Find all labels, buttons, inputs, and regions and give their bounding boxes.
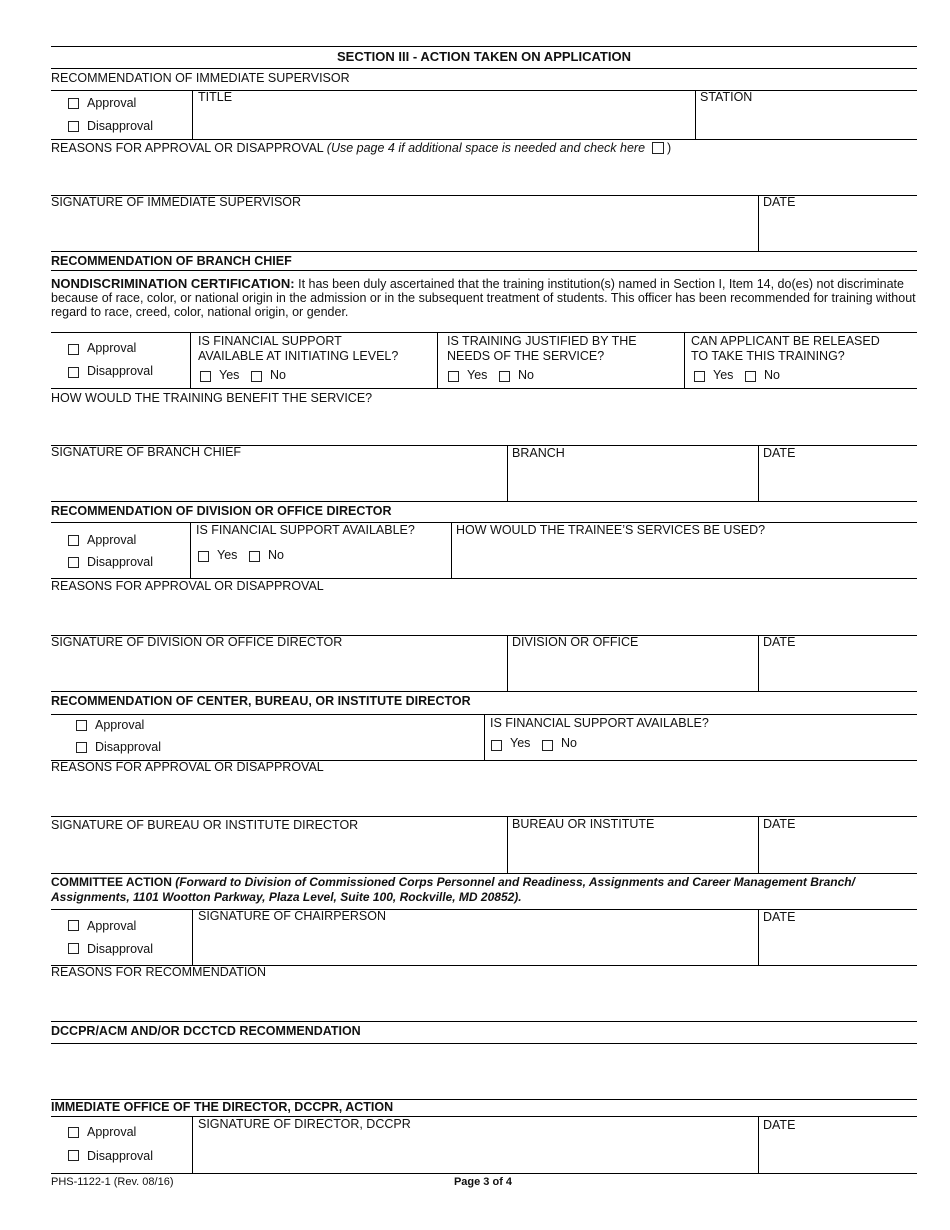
branch-q1-no-checkbox[interactable] — [251, 371, 262, 382]
branch-date-label: DATE — [763, 446, 796, 460]
supervisor-signature-label: SIGNATURE OF IMMEDIATE SUPERVISOR — [51, 195, 302, 209]
divider — [190, 332, 191, 388]
rule — [51, 332, 917, 333]
division-reasons-field[interactable] — [51, 596, 917, 634]
division-q1-yes-checkbox[interactable] — [198, 551, 209, 562]
branch-q3-no-label: No — [764, 368, 780, 382]
branch-q1-no-label: No — [270, 368, 286, 382]
supervisor-reasons-label: REASONS FOR APPROVAL OR DISAPPROVAL — [51, 141, 324, 155]
director-date-field[interactable] — [760, 1134, 915, 1172]
rule — [51, 1173, 917, 1174]
rule — [51, 139, 917, 140]
supervisor-approval-checkbox[interactable] — [68, 98, 79, 109]
branch-q1-line2: AVAILABLE AT INITIATING LEVEL? — [198, 349, 399, 363]
divider — [451, 522, 452, 578]
committee-disapproval-checkbox[interactable] — [68, 943, 79, 954]
branch-branch-field[interactable] — [509, 462, 756, 500]
center-q1-label: IS FINANCIAL SUPPORT AVAILABLE? — [490, 716, 709, 730]
supervisor-date-label: DATE — [763, 195, 796, 209]
division-q1-no-label: No — [268, 548, 284, 562]
branch-benefit-label: HOW WOULD THE TRAINING BENEFIT THE SERVICE? — [51, 391, 373, 405]
divider — [190, 522, 191, 578]
supervisor-disapproval-label: Disapproval — [87, 119, 154, 133]
divider — [758, 635, 759, 691]
branch-q3-line2: TO TAKE THIS TRAINING? — [691, 349, 845, 363]
center-bureau-label: BUREAU OR INSTITUTE — [512, 817, 655, 831]
divider — [192, 1116, 193, 1173]
division-q1-label: IS FINANCIAL SUPPORT AVAILABLE? — [196, 523, 415, 537]
rule — [51, 691, 917, 692]
director-disapproval-checkbox[interactable] — [68, 1150, 79, 1161]
branch-q1-line1: IS FINANCIAL SUPPORT — [198, 334, 342, 348]
committee-date-label: DATE — [763, 910, 796, 924]
cert-text: It has been duly ascertained that the training institution(s) named in Section I, Item 14, do(es) not discriminate because of race, color, or national origin in the admission or in the subsequent treatment of students. This officer has been recommended for training without regard to race, creed, color, national origin, or gender. — [51, 277, 916, 319]
division-office-label: DIVISION OR OFFICE — [512, 635, 639, 649]
committee-approval-checkbox[interactable] — [68, 920, 79, 931]
branch-q2-line2: NEEDS OF THE SERVICE? — [447, 349, 605, 363]
center-reasons-field[interactable] — [51, 777, 917, 815]
center-date-label: DATE — [763, 817, 796, 831]
top-rule — [51, 46, 917, 47]
center-header: RECOMMENDATION OF CENTER, BUREAU, OR INSTITUTE DIRECTOR — [51, 694, 471, 708]
committee-date-field[interactable] — [760, 926, 915, 964]
division-signature-field[interactable] — [51, 652, 504, 690]
committee-approval-label: Approval — [87, 919, 137, 933]
branch-signature-label: SIGNATURE OF BRANCH CHIEF — [51, 445, 242, 459]
center-approval-label: Approval — [95, 718, 145, 732]
branch-q2-no-checkbox[interactable] — [499, 371, 510, 382]
committee-note: (Forward to Division of Commissioned Corps Personnel and Readiness, Assignments and Career Management Branch/ Assignments, 1101 Wootton Parkway, Plaza Level, Suite 100, Rockville, MD 20852). — [51, 875, 855, 904]
division-signature-label: SIGNATURE OF DIVISION OR OFFICE DIRECTOR — [51, 635, 343, 649]
cert-title: NONDISCRIMINATION CERTIFICATION: — [51, 276, 295, 291]
branch-date-field[interactable] — [760, 462, 915, 500]
director-disapproval-label: Disapproval — [87, 1149, 154, 1163]
page-number: Page 3 of 4 — [453, 1176, 513, 1188]
director-signature-field[interactable] — [194, 1134, 756, 1172]
divider — [484, 714, 485, 760]
supervisor-signature-field[interactable] — [51, 212, 755, 250]
supervisor-header: RECOMMENDATION OF IMMEDIATE SUPERVISOR — [51, 71, 350, 85]
committee-header: COMMITTEE ACTION — [51, 875, 172, 889]
center-bureau-field[interactable] — [509, 834, 756, 872]
branch-q2-no-label: No — [518, 368, 534, 382]
division-reasons-label: REASONS FOR APPROVAL OR DISAPPROVAL — [51, 579, 324, 593]
director-date-label: DATE — [763, 1118, 796, 1132]
director-header: IMMEDIATE OFFICE OF THE DIRECTOR, DCCPR, ACTION — [51, 1100, 394, 1114]
center-date-field[interactable] — [760, 834, 915, 872]
additional-space-checkbox[interactable] — [652, 142, 664, 154]
divider — [758, 195, 759, 251]
center-q1-no-checkbox[interactable] — [542, 740, 553, 751]
supervisor-reasons-note-close: ) — [667, 141, 672, 155]
rule — [51, 1116, 917, 1117]
branch-signature-field[interactable] — [51, 462, 504, 500]
committee-disapproval-label: Disapproval — [87, 942, 154, 956]
division-q1-no-checkbox[interactable] — [249, 551, 260, 562]
rule — [51, 1021, 917, 1022]
division-office-field[interactable] — [509, 652, 756, 690]
division-approval-checkbox[interactable] — [68, 535, 79, 546]
divider — [507, 445, 508, 501]
branch-q2-line1: IS TRAINING JUSTIFIED BY THE — [447, 334, 637, 348]
branch-chief-header: RECOMMENDATION OF BRANCH CHIEF — [51, 254, 292, 268]
division-approval-label: Approval — [87, 533, 137, 547]
rule — [51, 388, 917, 389]
branch-q3-no-checkbox[interactable] — [745, 371, 756, 382]
division-services-field[interactable] — [453, 540, 915, 577]
dccpr-header: DCCPR/ACM AND/OR DCCTCD RECOMMENDATION — [51, 1024, 361, 1038]
branch-approval-label: Approval — [87, 341, 137, 355]
division-q2-label: HOW WOULD THE TRAINEE’S SERVICES BE USED? — [456, 523, 766, 537]
branch-q1-yes-label: Yes — [219, 368, 240, 382]
committee-reasons-label: REASONS FOR RECOMMENDATION — [51, 965, 267, 979]
division-header: RECOMMENDATION OF DIVISION OR OFFICE DIRECTOR — [51, 504, 392, 518]
supervisor-approval-label: Approval — [87, 96, 137, 110]
division-date-label: DATE — [763, 635, 796, 649]
rule — [51, 873, 917, 874]
supervisor-reasons-field[interactable] — [51, 158, 917, 194]
divider — [758, 445, 759, 501]
rule — [51, 251, 917, 252]
rule — [51, 270, 917, 271]
supervisor-reasons-row — [51, 141, 671, 156]
section-title: SECTION III - ACTION TAKEN ON APPLICATION — [337, 49, 631, 64]
branch-approval-checkbox[interactable] — [68, 344, 79, 355]
division-date-field[interactable] — [760, 652, 915, 690]
branch-q3-yes-label: Yes — [713, 368, 734, 382]
branch-benefit-field[interactable] — [51, 407, 917, 444]
dccpr-recommendation-field[interactable] — [51, 1045, 917, 1097]
rule — [51, 1043, 917, 1044]
committee-signature-label: SIGNATURE OF CHAIRPERSON — [198, 909, 386, 923]
divider — [758, 909, 759, 965]
supervisor-reasons-note: (Use page 4 if additional space is needed and check here — [326, 141, 646, 155]
committee-reasons-field[interactable] — [51, 982, 917, 1020]
form-id: PHS-1122-1 (Rev. 08/16) — [51, 1176, 174, 1188]
director-approval-checkbox[interactable] — [68, 1127, 79, 1138]
divider — [192, 909, 193, 965]
branch-q2-yes-label: Yes — [467, 368, 488, 382]
center-signature-label: SIGNATURE OF BUREAU OR INSTITUTE DIRECTOR — [51, 818, 359, 832]
supervisor-disapproval-checkbox[interactable] — [68, 121, 79, 132]
divider — [507, 816, 508, 873]
center-disapproval-label: Disapproval — [95, 740, 162, 754]
center-q1-no-label: No — [561, 736, 577, 750]
branch-q2-yes-checkbox[interactable] — [448, 371, 459, 382]
center-approval-checkbox[interactable] — [76, 720, 87, 731]
nondiscrimination-certification — [51, 277, 917, 319]
center-reasons-label: REASONS FOR APPROVAL OR DISAPPROVAL — [51, 760, 324, 774]
division-disapproval-label: Disapproval — [87, 555, 154, 569]
divider — [507, 635, 508, 691]
center-signature-field[interactable] — [51, 834, 504, 872]
rule — [51, 501, 917, 502]
supervisor-station-label: STATION — [700, 90, 753, 104]
branch-disapproval-label: Disapproval — [87, 364, 154, 378]
divider — [758, 816, 759, 873]
committee-header-block — [51, 875, 911, 905]
divider — [437, 332, 438, 388]
director-signature-label: SIGNATURE OF DIRECTOR, DCCPR — [198, 1117, 411, 1131]
supervisor-title-label: TITLE — [198, 90, 233, 104]
divider — [192, 90, 193, 139]
center-disapproval-checkbox[interactable] — [76, 742, 87, 753]
supervisor-title-field[interactable] — [194, 106, 692, 138]
branch-q1-yes-checkbox[interactable] — [200, 371, 211, 382]
center-q1-yes-checkbox[interactable] — [491, 740, 502, 751]
rule — [51, 90, 917, 91]
division-q1-yes-label: Yes — [217, 548, 238, 562]
supervisor-date-field[interactable] — [760, 212, 915, 250]
rule — [51, 68, 917, 69]
divider — [758, 1116, 759, 1173]
branch-q3-yes-checkbox[interactable] — [694, 371, 705, 382]
committee-signature-field[interactable] — [194, 926, 756, 964]
division-disapproval-checkbox[interactable] — [68, 557, 79, 568]
branch-q3-line1: CAN APPLICANT BE RELEASED — [691, 334, 880, 348]
director-approval-label: Approval — [87, 1125, 137, 1139]
divider — [695, 90, 696, 139]
supervisor-station-field[interactable] — [697, 106, 915, 138]
center-q1-yes-label: Yes — [510, 736, 531, 750]
branch-disapproval-checkbox[interactable] — [68, 367, 79, 378]
divider — [684, 332, 685, 388]
branch-branch-label: BRANCH — [512, 446, 565, 460]
